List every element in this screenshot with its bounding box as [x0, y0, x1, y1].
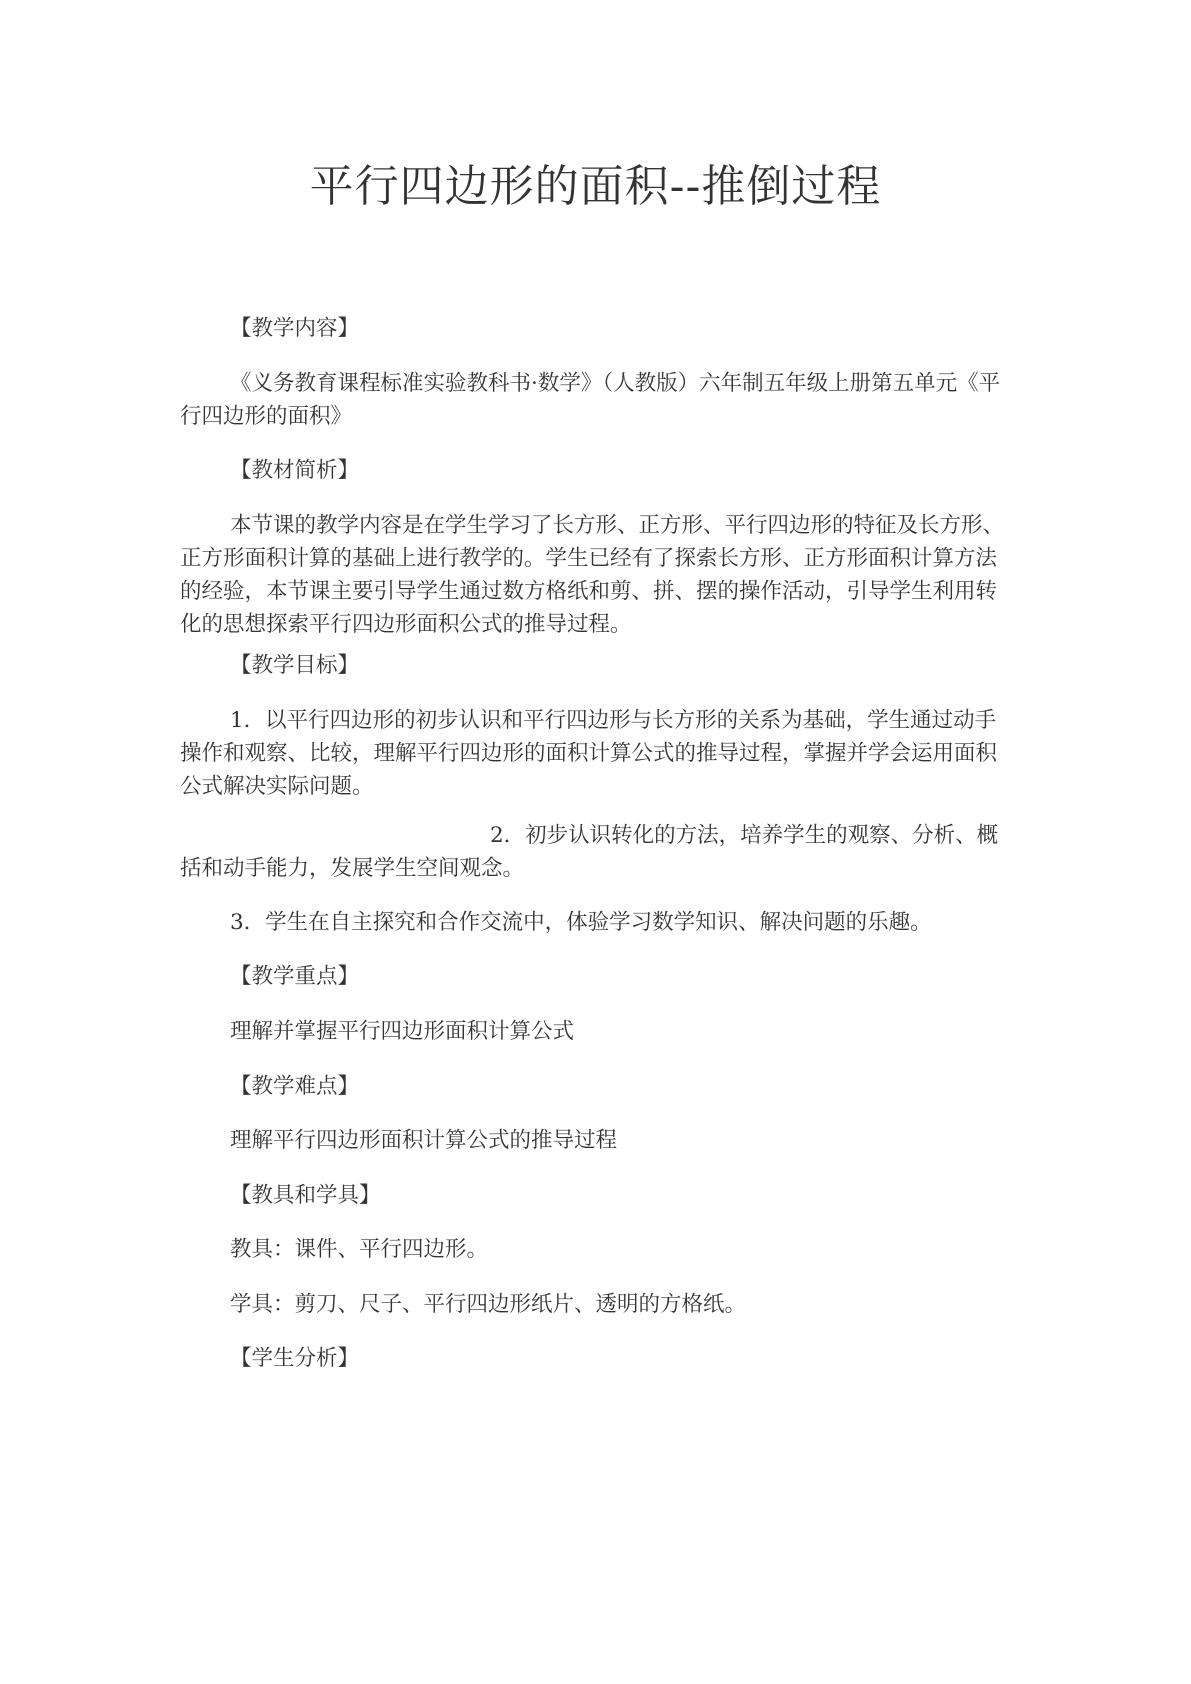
goal-3-paragraph: 3．学生在自主探究和合作交流中，体验学习数学知识、解决问题的乐趣。 [230, 910, 932, 935]
difficult-text: 理解平行四边形面积计算公式的推导过程 [230, 1128, 618, 1153]
section-heading-goals: 【教学目标】 [230, 653, 360, 678]
section-heading-analysis: 【学生分析】 [230, 1346, 360, 1371]
document-title: 平行四边形的面积--推倒过程 [309, 161, 882, 212]
content-paragraph: 《义务教育课程标准实验教科书·数学》（人教版）六年制五年级上册第五单元《平行四边形的面积》 [180, 371, 1001, 429]
section-heading-material: 【教材简析】 [230, 458, 360, 483]
section-heading-key: 【教学重点】 [230, 964, 360, 989]
teacher-tools-text: 教具：课件、平行四边形。 [230, 1237, 489, 1262]
material-paragraph: 本节课的教学内容是在学生学习了长方形、正方形、平行四边形的特征及长方形、正方形面积计算的基础上进行教学的。学生已经有了探索长方形、正方形面积计算方法的经验，本节课主要引导学生通过数方格纸和剪、拼、摆的操作活动，引导学生利用转化的思想探索平行四边形面积公式的推导过程。 [180, 513, 1005, 637]
goal-1-paragraph: 1．以平行四边形的初步认识和平行四边形与长方形的关系为基础，学生通过动手操作和观察、比较，理解平行四边形的面积计算公式的推导过程，掌握并学会运用面积公式解决实际问题。 [180, 708, 998, 799]
section-heading-content: 【教学内容】 [230, 316, 360, 341]
key-text: 理解并掌握平行四边形面积计算公式 [230, 1019, 575, 1044]
section-heading-difficult: 【教学难点】 [230, 1074, 360, 1099]
section-heading-tools: 【教具和学具】 [230, 1183, 381, 1208]
student-tools-text: 学具：剪刀、尺子、平行四边形纸片、透明的方格纸。 [230, 1292, 747, 1317]
goal-2-paragraph: 2．初步认识转化的方法，培养学生的观察、分析、概括和动手能力，发展学生空间观念。 [180, 823, 999, 881]
